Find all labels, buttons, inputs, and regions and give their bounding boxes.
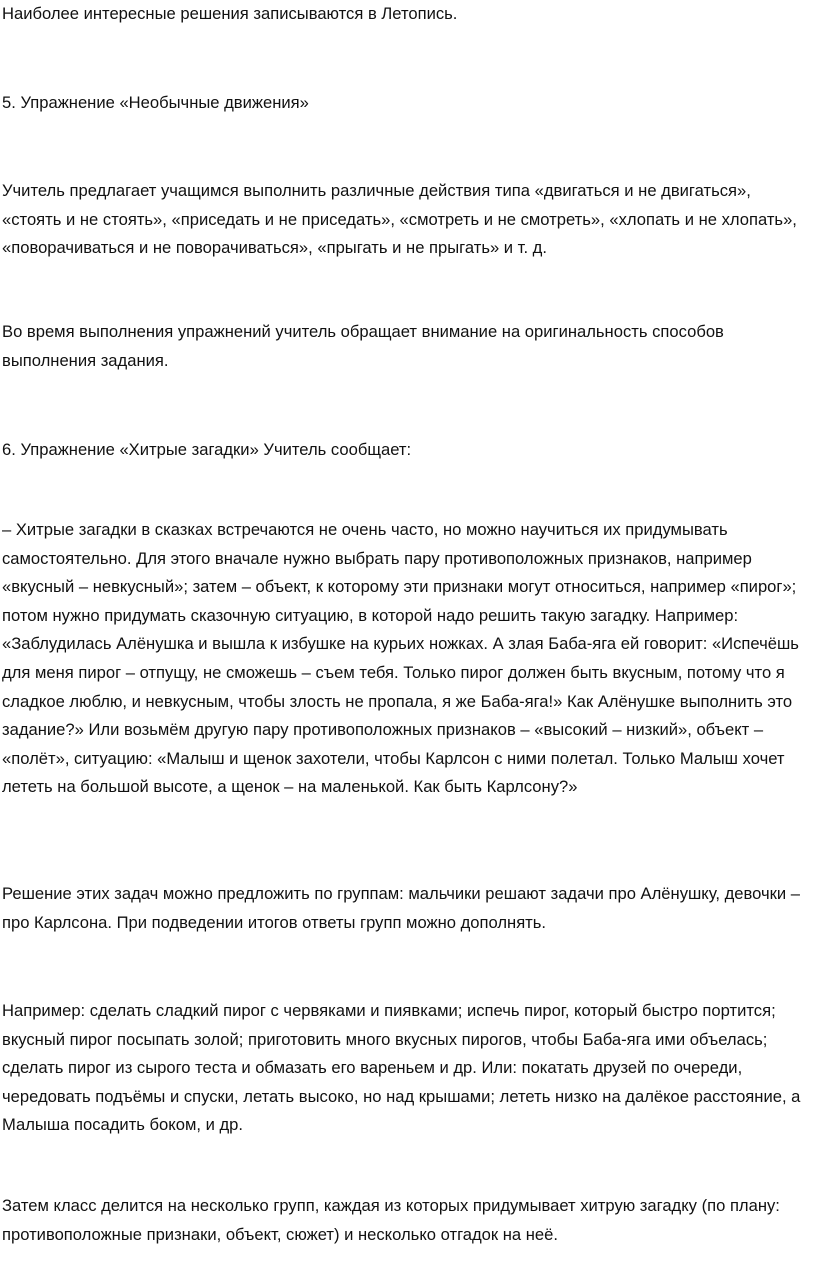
- paragraph-exercise-5-instructions: Учитель предлагает учащимся выполнить различные действия типа «двигаться и не двигаться», «стоять и не стоять», «приседать и не приседать», «смотреть и не смотреть», «хлопать и не хлопать», «поворачиваться и не поворачиваться», «прыгать и не прыгать» и т. д.: [2, 181, 797, 258]
- paragraph-exercise-5-originality: Во время выполнения упражнений учитель обращает внимание на оригинальность способов выполнения задания.: [2, 322, 724, 370]
- paragraph-class-groups: Затем класс делится на несколько групп, каждая из которых придумывает хитрую загадку (по плану: противоположные признаки, объект, сюжет) и несколько отгадок на неё.: [2, 1196, 780, 1244]
- paragraph-example-answers: Например: сделать сладкий пирог с червяками и пиявками; испечь пирог, который быстро портится; вкусный пирог посыпать золой; приготовить много вкусных пирогов, чтобы Баба-яга ими объелась; сделать пирог из сырого теста и обмазать его вареньем и др. Или: покатать друзей по очереди, чередовать подъёмы и спуски, летать высоко, но над крышами; лететь низко на далёкое расстояние, а Малыша посадить боком, и др.: [2, 1001, 801, 1135]
- paragraph-tricky-riddles: – Хитрые загадки в сказках встречаются не очень часто, но можно научиться их придумывать самостоятельно. Для этого вначале нужно выбрать пару противоположных признаков, например «вкусный – невкусный»; затем – объект, к которому эти признаки могут относиться, например «пирог»; потом нужно придумать сказочную ситуацию, в которой надо решить такую загадку. Например: «Заблудилась Алёнушка и вышла к избушке на курьих ножках. А злая Баба-яга ей говорит: «Испечёшь для меня пирог – отпущу, не сможешь – съем тебя. Только пирог должен быть вкусным, потому что я сладкое люблю, и невкусным, чтобы злость не пропала, я же Баба-яга!» Как Алёнушке выполнить это задание?» Или возьмём другую пару противоположных признаков – «высокий – низкий», объект – «полёт», ситуацию: «Малыш и щенок захотели, чтобы Карлсон с ними полетал. Только Малыш хочет лететь на большой высоте, а щенок – на маленькой. Как быть Карлсону?»: [2, 520, 799, 797]
- heading-exercise-5: 5. Упражнение «Необычные движения»: [2, 93, 309, 112]
- paragraph-group-solutions: Решение этих задач можно предложить по группам: мальчики решают задачи про Алёнушку, девочки – про Карлсона. При подведении итогов ответы групп можно дополнять.: [2, 884, 801, 932]
- heading-exercise-6: 6. Упражнение «Хитрые загадки» Учитель сообщает:: [2, 440, 412, 459]
- paragraph-letopis-note: Наиболее интересные решения записываются в Летопись.: [2, 4, 458, 23]
